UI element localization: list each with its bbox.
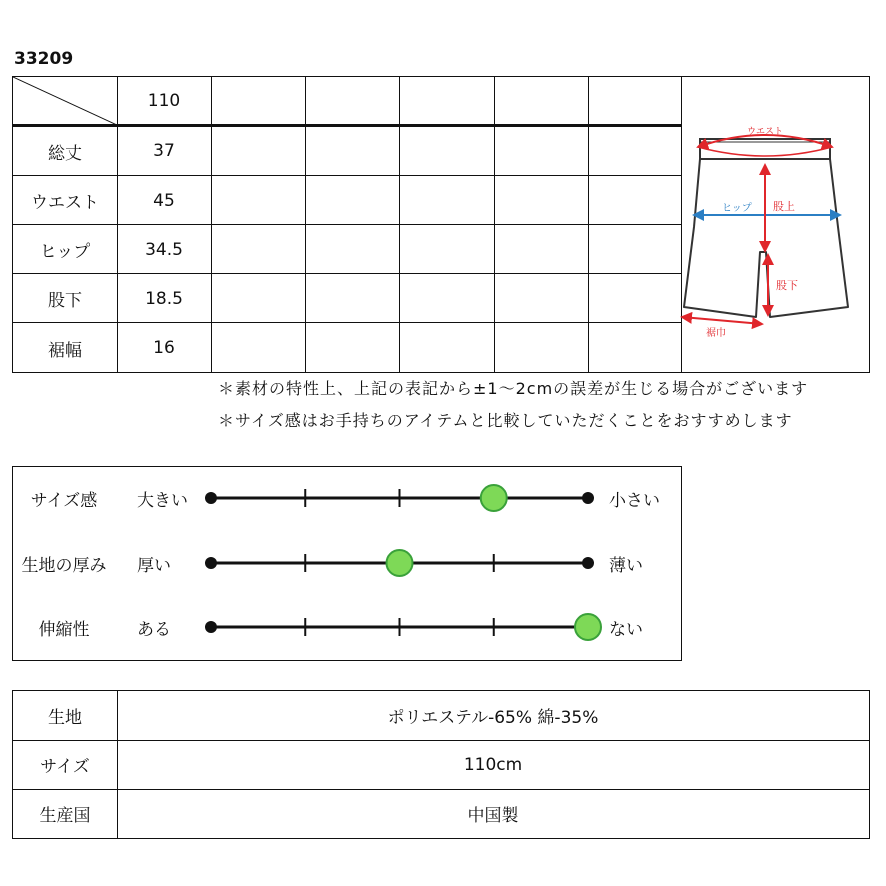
size-cell — [305, 127, 399, 175]
size-row-label: 裾幅 — [48, 340, 82, 361]
size-row-label: ウエスト — [31, 193, 99, 213]
size-cell — [399, 275, 494, 322]
scale-endpoint — [205, 621, 217, 633]
size-header-5 — [588, 77, 681, 125]
product-code: 33209 — [14, 49, 74, 69]
size-cell — [588, 127, 681, 175]
size-cell: 45 — [153, 190, 175, 211]
size-header-1 — [211, 77, 305, 125]
scale-endpoint — [582, 557, 594, 569]
size-row-label: ヒップ — [39, 242, 91, 262]
info-value: ポリエステル-65% 綿-35% — [387, 708, 599, 728]
size-cell — [211, 324, 305, 372]
scale-name: 生地の厚み — [21, 556, 107, 576]
info-label: 生産国 — [39, 806, 91, 826]
size-cell — [494, 275, 588, 322]
size-cell — [588, 275, 681, 322]
size-cell — [211, 177, 305, 224]
scale-endpoint — [582, 492, 594, 504]
info-value: 110cm — [463, 754, 523, 775]
scale-left-label: ある — [137, 620, 171, 640]
size-cell — [494, 127, 588, 175]
scale-marker — [481, 485, 507, 511]
size-cell: 18.5 — [145, 288, 183, 309]
scale-name: サイズ感 — [30, 491, 98, 511]
fit-scale-box — [12, 466, 682, 661]
label-rise: 股上 — [773, 200, 795, 213]
scale-left-label: 大きい — [137, 491, 188, 511]
label-inseam: 股下 — [776, 279, 798, 292]
label-hip: ヒップ — [722, 203, 752, 214]
size-header-0: 110 — [147, 91, 181, 111]
size-cell — [305, 226, 399, 273]
info-value: 中国製 — [467, 806, 519, 826]
size-cell — [494, 324, 588, 372]
info-label: サイズ — [40, 757, 90, 777]
scale-marker — [575, 614, 601, 640]
size-cell — [211, 275, 305, 322]
size-cell: 37 — [153, 141, 175, 161]
label-waist: ウエスト — [746, 127, 784, 137]
scale-right-label: 小さい — [609, 491, 660, 511]
scale-right-label: ない — [609, 620, 643, 640]
size-cell — [211, 226, 305, 273]
header-diagonal — [13, 77, 117, 125]
scale-left-label: 厚い — [137, 556, 171, 576]
size-cell — [305, 275, 399, 322]
label-hem: 裾巾 — [706, 328, 726, 339]
size-cell: 34.5 — [145, 239, 183, 260]
size-row-label: 総丈 — [48, 143, 82, 164]
size-cell — [588, 177, 681, 224]
size-cell — [305, 324, 399, 372]
size-cell — [494, 177, 588, 224]
size-header-3 — [399, 77, 494, 125]
size-header-2 — [305, 77, 399, 125]
size-cell — [399, 127, 494, 175]
scale-name: 伸縮性 — [38, 620, 90, 640]
scale-endpoint — [205, 492, 217, 504]
scale-marker — [387, 550, 413, 576]
size-cell — [494, 226, 588, 273]
size-cell — [399, 324, 494, 372]
size-table — [12, 76, 682, 373]
note-comparison: ＊サイズ感はお手持ちのアイテムと比較していただくことをおすすめします — [218, 411, 793, 430]
size-cell — [211, 127, 305, 175]
size-cell — [588, 324, 681, 372]
size-cell — [399, 226, 494, 273]
note-tolerance: ＊素材の特性上、上記の表記から±1〜2cmの誤差が生じる場合がございます — [218, 379, 809, 398]
size-cell — [588, 226, 681, 273]
shorts-diagram-box — [670, 76, 870, 373]
size-cell — [399, 177, 494, 224]
size-row-label: 股下 — [48, 291, 82, 311]
size-cell: 16 — [153, 338, 175, 358]
product-info-table — [12, 690, 870, 839]
size-cell — [305, 177, 399, 224]
size-header-4 — [494, 77, 588, 125]
info-label: 生地 — [48, 708, 82, 728]
scale-endpoint — [205, 557, 217, 569]
shorts-diagram — [670, 77, 870, 374]
scale-right-label: 薄い — [609, 556, 643, 576]
